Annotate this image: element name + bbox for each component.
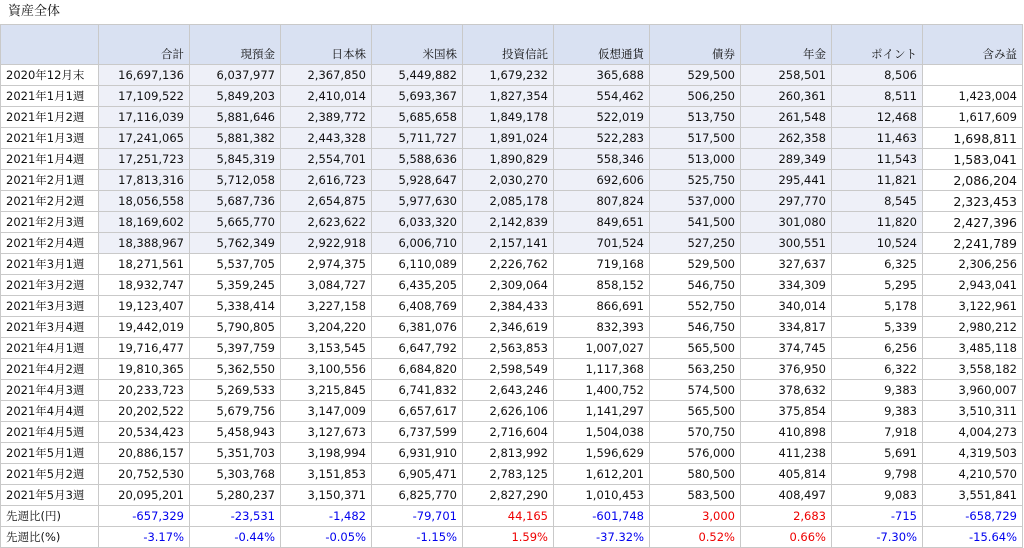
- table-cell[interactable]: 2,410,014: [281, 86, 372, 107]
- table-cell[interactable]: 262,358: [741, 128, 832, 149]
- table-cell[interactable]: 1,849,178: [463, 107, 554, 128]
- table-cell[interactable]: 6,006,710: [372, 233, 463, 254]
- table-cell[interactable]: 5,178: [832, 296, 923, 317]
- table-cell[interactable]: 701,524: [554, 233, 650, 254]
- table-row: [1, 422, 1023, 443]
- table-cell[interactable]: 6,684,820: [372, 359, 463, 380]
- column-header-cash[interactable]: 現預金: [190, 25, 281, 65]
- table-cell[interactable]: 5,303,768: [190, 464, 281, 485]
- table-cell[interactable]: 20,202,522: [99, 401, 190, 422]
- row-label[interactable]: 2021年2月4週: [1, 233, 99, 254]
- table-cell[interactable]: 11,543: [832, 149, 923, 170]
- table-cell[interactable]: 6,905,471: [372, 464, 463, 485]
- row-label[interactable]: 2021年1月1週: [1, 86, 99, 107]
- table-cell[interactable]: 5,881,382: [190, 128, 281, 149]
- table-cell[interactable]: 2,683: [741, 506, 832, 527]
- table-cell[interactable]: 5,280,237: [190, 485, 281, 506]
- table-cell[interactable]: -15.64%: [923, 527, 1023, 548]
- table-cell[interactable]: 8,545: [832, 191, 923, 212]
- table-cell[interactable]: 3,558,182: [923, 359, 1023, 380]
- table-cell[interactable]: 5,685,658: [372, 107, 463, 128]
- table-cell[interactable]: 527,250: [650, 233, 741, 254]
- row-label[interactable]: 2021年2月1週: [1, 170, 99, 191]
- table-cell[interactable]: 0.52%: [650, 527, 741, 548]
- table-cell[interactable]: 1.59%: [463, 527, 554, 548]
- table-cell[interactable]: 5,537,705: [190, 254, 281, 275]
- table-cell[interactable]: 365,688: [554, 65, 650, 86]
- table-cell[interactable]: 692,606: [554, 170, 650, 191]
- table-cell[interactable]: 546,750: [650, 317, 741, 338]
- table-cell[interactable]: 6,322: [832, 359, 923, 380]
- table-row: [1, 128, 1023, 149]
- table-cell[interactable]: 301,080: [741, 212, 832, 233]
- table-cell[interactable]: 2,626,106: [463, 401, 554, 422]
- table-cell[interactable]: 537,000: [650, 191, 741, 212]
- table-cell[interactable]: 11,820: [832, 212, 923, 233]
- table-cell[interactable]: 5,712,058: [190, 170, 281, 191]
- table-cell[interactable]: 260,361: [741, 86, 832, 107]
- table-cell[interactable]: 3,960,007: [923, 380, 1023, 401]
- row-label[interactable]: 2021年4月5週: [1, 422, 99, 443]
- table-row: [1, 275, 1023, 296]
- table-row: [1, 359, 1023, 380]
- table-cell[interactable]: 6,033,320: [372, 212, 463, 233]
- table-cell[interactable]: -37.32%: [554, 527, 650, 548]
- table-cell[interactable]: 295,441: [741, 170, 832, 191]
- table-cell[interactable]: -3.17%: [99, 527, 190, 548]
- table-cell[interactable]: 3,000: [650, 506, 741, 527]
- table-cell[interactable]: 297,770: [741, 191, 832, 212]
- sheet-title: 資産全体: [8, 4, 61, 19]
- table-cell[interactable]: 1,679,232: [463, 65, 554, 86]
- table-cell[interactable]: 17,116,039: [99, 107, 190, 128]
- table-cell[interactable]: 20,752,530: [99, 464, 190, 485]
- row-label[interactable]: 2021年3月1週: [1, 254, 99, 275]
- table-cell[interactable]: 5,269,533: [190, 380, 281, 401]
- row-label[interactable]: 2021年4月1週: [1, 338, 99, 359]
- table-cell[interactable]: 6,408,769: [372, 296, 463, 317]
- table-cell[interactable]: 5,790,805: [190, 317, 281, 338]
- table-cell[interactable]: 6,110,089: [372, 254, 463, 275]
- column-header-jp-stock[interactable]: 日本株: [281, 25, 372, 65]
- table-cell[interactable]: 6,256: [832, 338, 923, 359]
- table-cell[interactable]: 44,165: [463, 506, 554, 527]
- table-cell[interactable]: 529,500: [650, 254, 741, 275]
- table-cell[interactable]: 17,251,723: [99, 149, 190, 170]
- table-cell[interactable]: 849,651: [554, 212, 650, 233]
- table-cell[interactable]: 261,548: [741, 107, 832, 128]
- table-cell[interactable]: 2,157,141: [463, 233, 554, 254]
- table-cell[interactable]: 20,534,423: [99, 422, 190, 443]
- table-row: [1, 212, 1023, 233]
- table-cell[interactable]: 6,647,792: [372, 338, 463, 359]
- table-cell[interactable]: 3,510,311: [923, 401, 1023, 422]
- table-cell[interactable]: 1,141,297: [554, 401, 650, 422]
- table-row: [1, 65, 1023, 86]
- week-diff-pct-row: [1, 527, 1023, 548]
- table-cell[interactable]: 6,931,910: [372, 443, 463, 464]
- table-cell[interactable]: 1,504,038: [554, 422, 650, 443]
- table-cell[interactable]: 1,827,354: [463, 86, 554, 107]
- table-cell[interactable]: 17,813,316: [99, 170, 190, 191]
- table-cell[interactable]: 410,898: [741, 422, 832, 443]
- table-cell[interactable]: 2,306,256: [923, 254, 1023, 275]
- table-cell[interactable]: 1,010,453: [554, 485, 650, 506]
- table-row: [1, 443, 1023, 464]
- table-cell[interactable]: 289,349: [741, 149, 832, 170]
- table-cell[interactable]: 17,109,522: [99, 86, 190, 107]
- table-cell[interactable]: 570,750: [650, 422, 741, 443]
- table-cell[interactable]: 1,596,629: [554, 443, 650, 464]
- table-cell[interactable]: 2,142,839: [463, 212, 554, 233]
- table-cell[interactable]: 18,169,602: [99, 212, 190, 233]
- table-cell[interactable]: 2,030,270: [463, 170, 554, 191]
- table-cell[interactable]: 5,849,203: [190, 86, 281, 107]
- table-cell[interactable]: -657,329: [99, 506, 190, 527]
- table-cell[interactable]: 6,435,205: [372, 275, 463, 296]
- table-cell[interactable]: 5,665,770: [190, 212, 281, 233]
- table-cell[interactable]: 2,346,619: [463, 317, 554, 338]
- column-header-corner[interactable]: [1, 25, 99, 65]
- table-cell[interactable]: 858,152: [554, 275, 650, 296]
- table-cell[interactable]: 20,233,723: [99, 380, 190, 401]
- table-cell[interactable]: 574,500: [650, 380, 741, 401]
- table-cell[interactable]: 2,783,125: [463, 464, 554, 485]
- table-row: [1, 317, 1023, 338]
- column-header-us-stock[interactable]: 米国株: [372, 25, 463, 65]
- table-cell[interactable]: 5,679,756: [190, 401, 281, 422]
- table-cell[interactable]: 2,654,875: [281, 191, 372, 212]
- table-cell[interactable]: 2,813,992: [463, 443, 554, 464]
- table-cell[interactable]: 2,085,178: [463, 191, 554, 212]
- table-cell[interactable]: 1,617,609: [923, 107, 1023, 128]
- table-cell[interactable]: 7,918: [832, 422, 923, 443]
- table-cell[interactable]: 327,637: [741, 254, 832, 275]
- table-cell[interactable]: 546,750: [650, 275, 741, 296]
- table-cell[interactable]: 2,367,850: [281, 65, 372, 86]
- table-cell[interactable]: 2,443,328: [281, 128, 372, 149]
- table-cell[interactable]: 522,019: [554, 107, 650, 128]
- table-cell[interactable]: 300,551: [741, 233, 832, 254]
- table-cell[interactable]: 1,891,024: [463, 128, 554, 149]
- table-cell[interactable]: 3,204,220: [281, 317, 372, 338]
- table-cell[interactable]: 3,100,556: [281, 359, 372, 380]
- table-cell[interactable]: 20,886,157: [99, 443, 190, 464]
- row-label[interactable]: 2021年1月2週: [1, 107, 99, 128]
- table-cell[interactable]: 19,123,407: [99, 296, 190, 317]
- table-cell[interactable]: -0.05%: [281, 527, 372, 548]
- row-label[interactable]: 2021年3月2週: [1, 275, 99, 296]
- table-cell[interactable]: 2,616,723: [281, 170, 372, 191]
- table-cell[interactable]: 506,250: [650, 86, 741, 107]
- table-cell[interactable]: 3,127,673: [281, 422, 372, 443]
- table-cell[interactable]: -601,748: [554, 506, 650, 527]
- table-cell[interactable]: 832,393: [554, 317, 650, 338]
- table-cell[interactable]: 18,056,558: [99, 191, 190, 212]
- table-cell[interactable]: 6,657,617: [372, 401, 463, 422]
- table-cell[interactable]: 5,338,414: [190, 296, 281, 317]
- table-cell[interactable]: 513,000: [650, 149, 741, 170]
- table-cell[interactable]: 580,500: [650, 464, 741, 485]
- table-cell[interactable]: 2,554,701: [281, 149, 372, 170]
- table-cell[interactable]: 2,389,772: [281, 107, 372, 128]
- table-cell[interactable]: 3,084,727: [281, 275, 372, 296]
- week-diff-yen-row: [1, 506, 1023, 527]
- table-cell[interactable]: -79,701: [372, 506, 463, 527]
- table-cell[interactable]: 1,007,027: [554, 338, 650, 359]
- table-row: [1, 170, 1023, 191]
- table-cell[interactable]: 6,737,599: [372, 422, 463, 443]
- table-cell[interactable]: 583,500: [650, 485, 741, 506]
- table-row: [1, 338, 1023, 359]
- table-cell[interactable]: 5,693,367: [372, 86, 463, 107]
- table-cell[interactable]: 525,750: [650, 170, 741, 191]
- table-cell[interactable]: 2,980,212: [923, 317, 1023, 338]
- table-cell[interactable]: 5,691: [832, 443, 923, 464]
- table-cell[interactable]: 552,750: [650, 296, 741, 317]
- table-row: [1, 149, 1023, 170]
- table-cell[interactable]: 2,943,041: [923, 275, 1023, 296]
- column-header-pension[interactable]: 年金: [741, 25, 832, 65]
- table-cell[interactable]: -658,729: [923, 506, 1023, 527]
- table-cell[interactable]: 554,462: [554, 86, 650, 107]
- table-cell[interactable]: -23,531: [190, 506, 281, 527]
- table-cell[interactable]: 6,825,770: [372, 485, 463, 506]
- table-cell[interactable]: 5,339: [832, 317, 923, 338]
- row-label[interactable]: 2020年12月末: [1, 65, 99, 86]
- table-cell[interactable]: 2,598,549: [463, 359, 554, 380]
- row-label[interactable]: 2021年4月3週: [1, 380, 99, 401]
- table-cell[interactable]: 3,122,961: [923, 296, 1023, 317]
- table-cell[interactable]: 576,000: [650, 443, 741, 464]
- table-cell[interactable]: -1.15%: [372, 527, 463, 548]
- row-label[interactable]: 2021年3月4週: [1, 317, 99, 338]
- table-cell[interactable]: 1,890,829: [463, 149, 554, 170]
- table-cell[interactable]: 1,423,004: [923, 86, 1023, 107]
- column-header-bond[interactable]: 債券: [650, 25, 741, 65]
- table-cell[interactable]: 1,583,041: [923, 149, 1023, 170]
- table-cell[interactable]: 5,397,759: [190, 338, 281, 359]
- table-cell[interactable]: 1,698,811: [923, 128, 1023, 149]
- table-cell[interactable]: 6,381,076: [372, 317, 463, 338]
- table-cell[interactable]: 2,226,762: [463, 254, 554, 275]
- table-cell[interactable]: -715: [832, 506, 923, 527]
- table-cell[interactable]: [923, 65, 1023, 86]
- row-label[interactable]: 先週比(円): [1, 506, 99, 527]
- table-cell[interactable]: 541,500: [650, 212, 741, 233]
- table-cell[interactable]: 18,271,561: [99, 254, 190, 275]
- table-row: [1, 464, 1023, 485]
- table-cell[interactable]: 2,716,604: [463, 422, 554, 443]
- table-cell[interactable]: 5,449,882: [372, 65, 463, 86]
- row-label[interactable]: 2021年1月4週: [1, 149, 99, 170]
- table-cell[interactable]: 2,623,622: [281, 212, 372, 233]
- table-body: [1, 65, 1023, 548]
- table-cell[interactable]: 866,691: [554, 296, 650, 317]
- table-cell[interactable]: 16,697,136: [99, 65, 190, 86]
- column-header-total[interactable]: 合計: [99, 25, 190, 65]
- row-label[interactable]: 2021年4月2週: [1, 359, 99, 380]
- table-cell[interactable]: 3,153,545: [281, 338, 372, 359]
- column-header-unrealized-gain[interactable]: 含み益: [923, 25, 1023, 65]
- table-cell[interactable]: 3,147,009: [281, 401, 372, 422]
- table-row: [1, 296, 1023, 317]
- table-cell[interactable]: 1,612,201: [554, 464, 650, 485]
- table-cell[interactable]: 3,150,371: [281, 485, 372, 506]
- table-cell[interactable]: 4,319,503: [923, 443, 1023, 464]
- table-cell[interactable]: 558,346: [554, 149, 650, 170]
- table-cell[interactable]: 11,821: [832, 170, 923, 191]
- table-cell[interactable]: 2,974,375: [281, 254, 372, 275]
- table-cell[interactable]: 719,168: [554, 254, 650, 275]
- table-row: [1, 380, 1023, 401]
- table-cell[interactable]: 3,151,853: [281, 464, 372, 485]
- table-cell[interactable]: 5,359,245: [190, 275, 281, 296]
- table-cell[interactable]: -1,482: [281, 506, 372, 527]
- table-cell[interactable]: 2,086,204: [923, 170, 1023, 191]
- table-cell[interactable]: 4,004,273: [923, 422, 1023, 443]
- table-cell[interactable]: 517,500: [650, 128, 741, 149]
- table-cell[interactable]: -7.30%: [832, 527, 923, 548]
- table-cell[interactable]: 5,687,736: [190, 191, 281, 212]
- table-row: [1, 485, 1023, 506]
- table-cell[interactable]: 258,501: [741, 65, 832, 86]
- table-cell[interactable]: 5,977,630: [372, 191, 463, 212]
- table-row: [1, 107, 1023, 128]
- table-cell[interactable]: 18,388,967: [99, 233, 190, 254]
- table-cell[interactable]: 5,928,647: [372, 170, 463, 191]
- table-cell[interactable]: 10,524: [832, 233, 923, 254]
- table-cell[interactable]: 2,922,918: [281, 233, 372, 254]
- table-cell[interactable]: 4,210,570: [923, 464, 1023, 485]
- table-cell[interactable]: 565,500: [650, 338, 741, 359]
- table-row: [1, 86, 1023, 107]
- table-row: [1, 254, 1023, 275]
- row-label[interactable]: 2021年5月1週: [1, 443, 99, 464]
- row-label[interactable]: 2021年5月3週: [1, 485, 99, 506]
- table-cell[interactable]: 6,325: [832, 254, 923, 275]
- table-cell[interactable]: 2,827,290: [463, 485, 554, 506]
- table-cell[interactable]: 1,400,752: [554, 380, 650, 401]
- table-cell[interactable]: 5,588,636: [372, 149, 463, 170]
- row-label[interactable]: 2021年3月3週: [1, 296, 99, 317]
- table-cell[interactable]: 19,442,019: [99, 317, 190, 338]
- table-cell[interactable]: 2,309,064: [463, 275, 554, 296]
- table-cell[interactable]: 2,643,246: [463, 380, 554, 401]
- row-label[interactable]: 2021年4月4週: [1, 401, 99, 422]
- table-cell[interactable]: 2,241,789: [923, 233, 1023, 254]
- table-cell[interactable]: 3,215,845: [281, 380, 372, 401]
- table-cell[interactable]: 11,463: [832, 128, 923, 149]
- row-label[interactable]: 先週比(%): [1, 527, 99, 548]
- table-row: [1, 233, 1023, 254]
- table-cell[interactable]: 3,551,841: [923, 485, 1023, 506]
- table-cell[interactable]: 375,854: [741, 401, 832, 422]
- table-cell[interactable]: 408,497: [741, 485, 832, 506]
- table-cell[interactable]: 5,881,646: [190, 107, 281, 128]
- table-cell[interactable]: 12,468: [832, 107, 923, 128]
- table-cell[interactable]: 5,362,550: [190, 359, 281, 380]
- table-cell[interactable]: 0.66%: [741, 527, 832, 548]
- table-cell[interactable]: 9,383: [832, 401, 923, 422]
- table-cell[interactable]: -0.44%: [190, 527, 281, 548]
- table-cell[interactable]: 334,817: [741, 317, 832, 338]
- table-row: [1, 401, 1023, 422]
- row-label[interactable]: 2021年1月3週: [1, 128, 99, 149]
- row-label[interactable]: 2021年2月3週: [1, 212, 99, 233]
- table-cell[interactable]: 5,351,703: [190, 443, 281, 464]
- table-cell[interactable]: 9,798: [832, 464, 923, 485]
- column-header-points[interactable]: ポイント: [832, 25, 923, 65]
- header-row: [1, 25, 1023, 65]
- table-cell[interactable]: 2,563,853: [463, 338, 554, 359]
- table-cell[interactable]: 378,632: [741, 380, 832, 401]
- asset-table: [0, 24, 1023, 548]
- table-cell[interactable]: 2,427,396: [923, 212, 1023, 233]
- table-cell[interactable]: 17,241,065: [99, 128, 190, 149]
- column-header-fund[interactable]: 投資信託: [463, 25, 554, 65]
- table-cell[interactable]: 376,950: [741, 359, 832, 380]
- table-cell[interactable]: 563,250: [650, 359, 741, 380]
- table-cell[interactable]: 5,458,943: [190, 422, 281, 443]
- table-cell[interactable]: 522,283: [554, 128, 650, 149]
- table-cell[interactable]: 19,810,365: [99, 359, 190, 380]
- table-cell[interactable]: 565,500: [650, 401, 741, 422]
- table-cell[interactable]: 2,384,433: [463, 296, 554, 317]
- table-cell[interactable]: 340,014: [741, 296, 832, 317]
- table-cell[interactable]: 6,741,832: [372, 380, 463, 401]
- table-cell[interactable]: 405,814: [741, 464, 832, 485]
- table-cell[interactable]: 18,932,747: [99, 275, 190, 296]
- table-cell[interactable]: 8,511: [832, 86, 923, 107]
- table-cell[interactable]: 513,750: [650, 107, 741, 128]
- table-cell[interactable]: 374,745: [741, 338, 832, 359]
- table-cell[interactable]: 5,711,727: [372, 128, 463, 149]
- table-cell[interactable]: 9,083: [832, 485, 923, 506]
- table-cell[interactable]: 411,238: [741, 443, 832, 464]
- table-cell[interactable]: 3,198,994: [281, 443, 372, 464]
- table-cell[interactable]: 3,485,118: [923, 338, 1023, 359]
- table-cell[interactable]: 529,500: [650, 65, 741, 86]
- table-cell[interactable]: 5,295: [832, 275, 923, 296]
- table-cell[interactable]: 2,323,453: [923, 191, 1023, 212]
- table-cell[interactable]: 3,227,158: [281, 296, 372, 317]
- table-cell[interactable]: 9,383: [832, 380, 923, 401]
- column-header-crypto[interactable]: 仮想通貨: [554, 25, 650, 65]
- table-cell[interactable]: 20,095,201: [99, 485, 190, 506]
- table-cell[interactable]: 807,824: [554, 191, 650, 212]
- table-cell[interactable]: 6,037,977: [190, 65, 281, 86]
- table-cell[interactable]: 19,716,477: [99, 338, 190, 359]
- table-cell[interactable]: 1,117,368: [554, 359, 650, 380]
- table-cell[interactable]: 5,845,319: [190, 149, 281, 170]
- table-cell[interactable]: 8,506: [832, 65, 923, 86]
- table-cell[interactable]: 5,762,349: [190, 233, 281, 254]
- row-label[interactable]: 2021年5月2週: [1, 464, 99, 485]
- table-row: [1, 191, 1023, 212]
- table-cell[interactable]: 334,309: [741, 275, 832, 296]
- row-label[interactable]: 2021年2月2週: [1, 191, 99, 212]
